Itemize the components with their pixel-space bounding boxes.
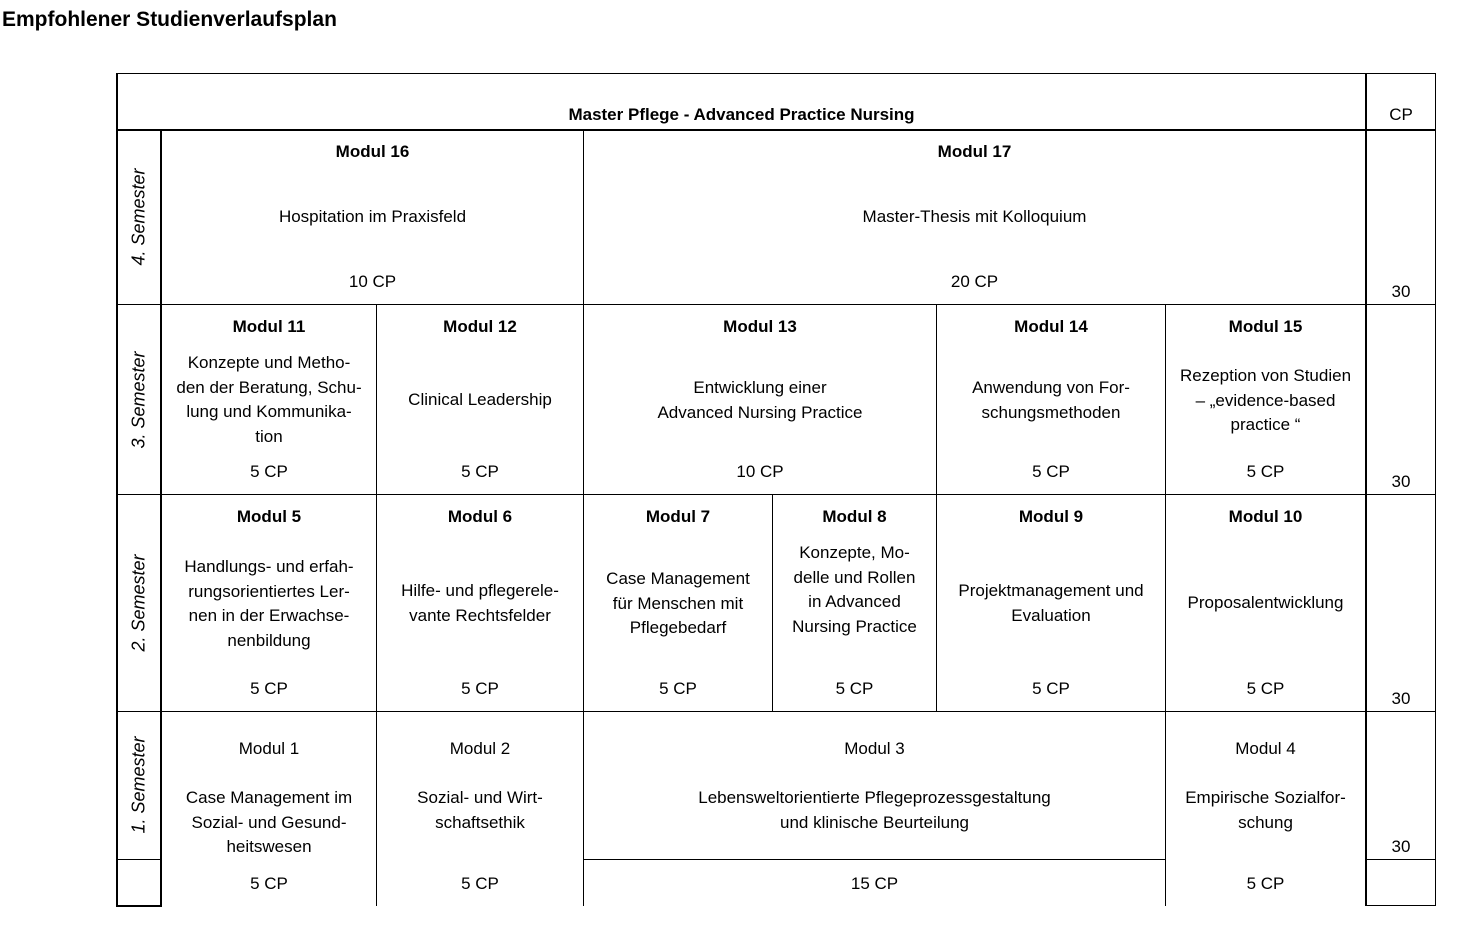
module-title: Empirische Sozialfor- schung [1185, 788, 1346, 832]
module-title: Case Management im Sozial- und Gesund- heitswesen [185, 788, 353, 856]
module-name: Modul 12 [443, 317, 517, 336]
grid-line [116, 859, 161, 860]
module-name: Modul 5 [236, 507, 302, 526]
semester-label-2: 2. Semester [128, 554, 149, 652]
cp-column-header: CP [1389, 105, 1413, 124]
grid-line [116, 73, 1436, 74]
module-cp: 5 CP [659, 679, 697, 698]
page-title: Empfohlener Studienverlaufsplan [2, 8, 337, 31]
grid-line [583, 859, 1165, 860]
module-cp: 5 CP [1246, 679, 1285, 698]
module-title: Projektmanagement und Evaluation [958, 581, 1144, 625]
grid-line [116, 494, 1436, 495]
module-name: Modul 16 [335, 142, 410, 161]
module-cp: 5 CP [250, 874, 288, 893]
module-name: Modul 8 [822, 507, 887, 526]
module-cp: 10 CP [736, 462, 784, 481]
module-cp: 5 CP [1032, 462, 1070, 481]
module-title: Entwicklung einer Advanced Nursing Practice [657, 378, 863, 422]
module-title: Sozial- und Wirt- schaftsethik [417, 788, 543, 832]
grid-line [116, 129, 1436, 131]
module-cp: 5 CP [1032, 679, 1070, 698]
grid-line [116, 73, 118, 907]
module-cp: 5 CP [1246, 462, 1285, 481]
module-cp: 5 CP [835, 679, 874, 698]
grid-line [1435, 73, 1436, 906]
module-name: Modul 6 [447, 507, 513, 526]
module-title: Konzepte und Metho- den der Beratung, Schu- lung und Kommunika- tion [176, 353, 362, 446]
module-name: Modul 10 [1228, 507, 1303, 526]
grid-line [116, 711, 1436, 712]
module-title: Master-Thesis mit Kolloquium [862, 207, 1087, 226]
module-title: Rezeption von Studien – „evidence-based practice “ [1179, 366, 1352, 434]
semester-label-3: 3. Semester [128, 351, 149, 449]
module-cp: 20 CP [950, 272, 999, 291]
module-title: Hilfe- und pflegerele- vante Rechtsfelder [401, 581, 559, 625]
module-name: Modul 1 [238, 739, 300, 758]
grid-line [1365, 905, 1436, 906]
semester-cp-total: 30 [1391, 472, 1411, 491]
module-name: Modul 9 [1018, 507, 1084, 526]
module-title: Handlungs- und erfah- rungsorientiertes Ler- nen in der Erwachse- nenbildung [184, 557, 354, 650]
semester-cp-total: 30 [1391, 689, 1411, 708]
module-name: Modul 14 [1014, 317, 1088, 336]
module-name: Modul 17 [937, 142, 1012, 161]
module-cp: 5 CP [1246, 874, 1285, 893]
module-cp: 15 CP [850, 874, 899, 893]
module-cp: 5 CP [461, 462, 499, 481]
semester-label-1: 1. Semester [128, 736, 149, 834]
module-title: Hospitation im Praxisfeld [278, 207, 467, 226]
module-cp: 5 CP [461, 679, 499, 698]
module-name: Modul 7 [645, 507, 711, 526]
module-name: Modul 3 [844, 739, 905, 758]
module-name: Modul 2 [449, 739, 511, 758]
module-title: Anwendung von For- schungsmethoden [972, 378, 1130, 422]
semester-cp-total: 30 [1391, 837, 1411, 856]
module-cp: 5 CP [250, 679, 288, 698]
table-title: Master Pflege - Advanced Practice Nursing [568, 105, 915, 124]
module-title: Case Management für Menschen mit Pflegebedarf [606, 569, 750, 637]
module-name: Modul 15 [1228, 317, 1303, 336]
module-title: Lebensweltorientierte Pflegeprozessgestaltung und klinische Beurteilung [698, 788, 1051, 832]
module-cp: 10 CP [348, 272, 397, 291]
module-title: Konzepte, Mo- delle und Rollen in Advanced Nursing Practice [792, 543, 917, 636]
module-name: Modul 11 [232, 317, 306, 336]
grid-line [116, 304, 1436, 305]
module-cp: 5 CP [461, 874, 499, 893]
module-name: Modul 13 [723, 317, 797, 336]
semester-cp-total: 30 [1391, 282, 1411, 301]
module-cp: 5 CP [250, 462, 288, 481]
module-name: Modul 4 [1235, 739, 1296, 758]
module-title: Clinical Leadership [408, 390, 552, 409]
module-title: Proposalentwicklung [1187, 593, 1344, 612]
grid-line [116, 905, 161, 907]
semester-label-4: 4. Semester [128, 168, 149, 266]
